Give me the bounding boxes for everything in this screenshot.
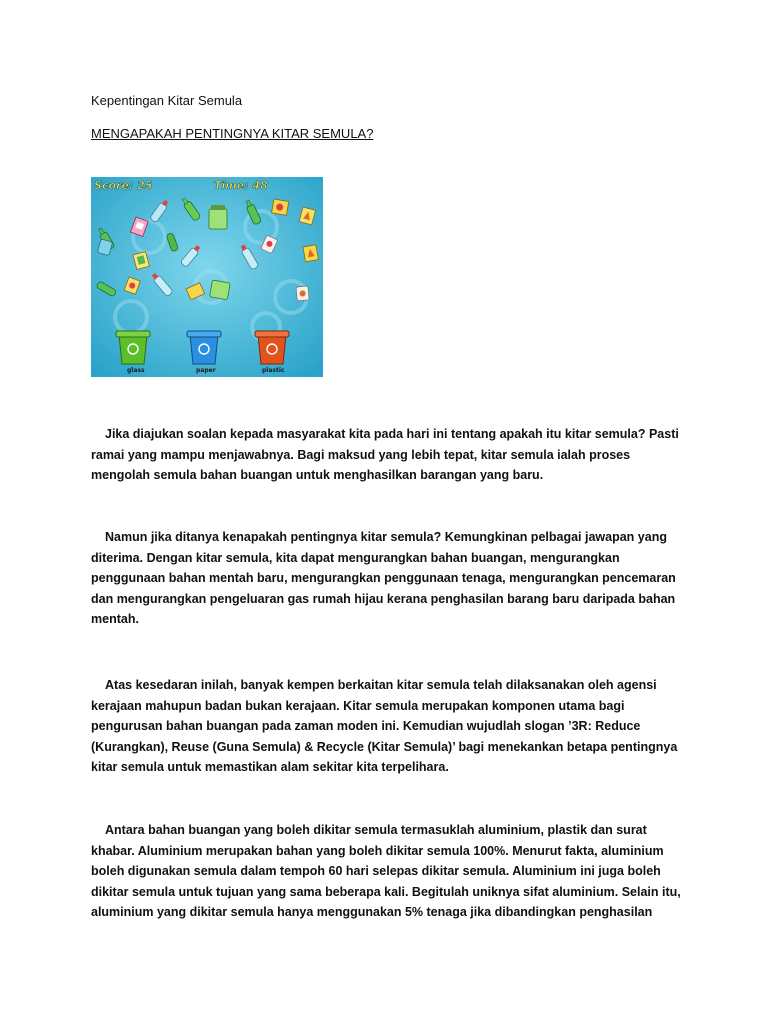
paragraph-4-text: Antara bahan buangan yang boleh dikitar semula termasuklah aluminium, plastik dan surat khabar. Aluminium merupakan bahan yang boleh dikitar semula 100%. Menurut fakta, aluminium boleh digunakan semula dalam tempoh 60 hari selepas dikitar semula. Aluminium ini juga boleh dikitar semula untuk tujuan yang sama beberapa kali. Begitulah uniknya sifat aluminium. Selain itu, aluminium yang dikitar semula hanya menggunakan 5% tenaga jika dibandingkan penghasilan bbox=[91, 823, 681, 919]
glass-jar-icon bbox=[210, 280, 231, 300]
food-box-icon bbox=[272, 199, 289, 215]
paragraph-3 bbox=[91, 675, 691, 778]
score-label: Score: 25 bbox=[94, 179, 153, 192]
paragraph-2 bbox=[91, 527, 691, 630]
game-scene bbox=[91, 177, 323, 377]
bin-glass bbox=[116, 331, 150, 364]
document-title: Kepentingan Kitar Semula bbox=[91, 93, 243, 108]
paragraph-2-text: Namun jika ditanya kenapakah pentingnya kitar semula? Kemungkinan pelbagai jawapan yang diterima. Dengan kitar semula, kita dapat mengurangkan bahan buangan, mengurangkan penggunaan bahan mentah baru, mengurangkan penggunaan tenaga, mengurangkan pencemaran dan mengurangkan pengeluaran gas rumah hijau kerana penghasilan barang baru daripada bahan mentah. bbox=[91, 530, 676, 626]
bin-label-plastic: plastic bbox=[262, 367, 285, 374]
recycling-game-illustration bbox=[91, 177, 323, 377]
glass-jar-icon bbox=[209, 205, 227, 229]
paragraph-3-text: Atas kesedaran inilah, banyak kempen berkaitan kitar semula telah dilaksanakan oleh agensi kerajaan mahupun badan bukan kerajaan. Kitar semula merupakan komponen utama bagi pengurusan bahan buangan pada zaman moden ini. Kemudian wujudlah slogan ’3R: Reduce (Kurangkan), Reuse (Guna Semula) & Recycle (Kitar Semula)’ bagi menekankan betapa pentingnya kitar semula untuk memastikan alam sekitar kita terpelihara. bbox=[91, 678, 678, 774]
paper-card-icon bbox=[303, 245, 318, 262]
time-label: Time: 48 bbox=[214, 179, 268, 192]
bin-plastic bbox=[255, 331, 289, 364]
paragraph-1 bbox=[91, 424, 691, 486]
document-subtitle: MENGAPAKAH PENTINGNYA KITAR SEMULA? bbox=[91, 126, 374, 141]
can-icon bbox=[296, 286, 309, 301]
paragraph-4 bbox=[91, 820, 691, 923]
bin-paper bbox=[187, 331, 221, 364]
bin-label-glass: glass bbox=[127, 367, 145, 374]
paragraph-1-text: Jika diajukan soalan kepada masyarakat kita pada hari ini tentang apakah itu kitar semula? Pasti ramai yang mampu menjawabnya. Bagi maksud yang lebih tepat, kitar semula ialah proses mengolah semula bahan buangan untuk menghasilkan barangan yang baru. bbox=[91, 427, 679, 482]
bin-label-paper: paper bbox=[196, 367, 216, 374]
